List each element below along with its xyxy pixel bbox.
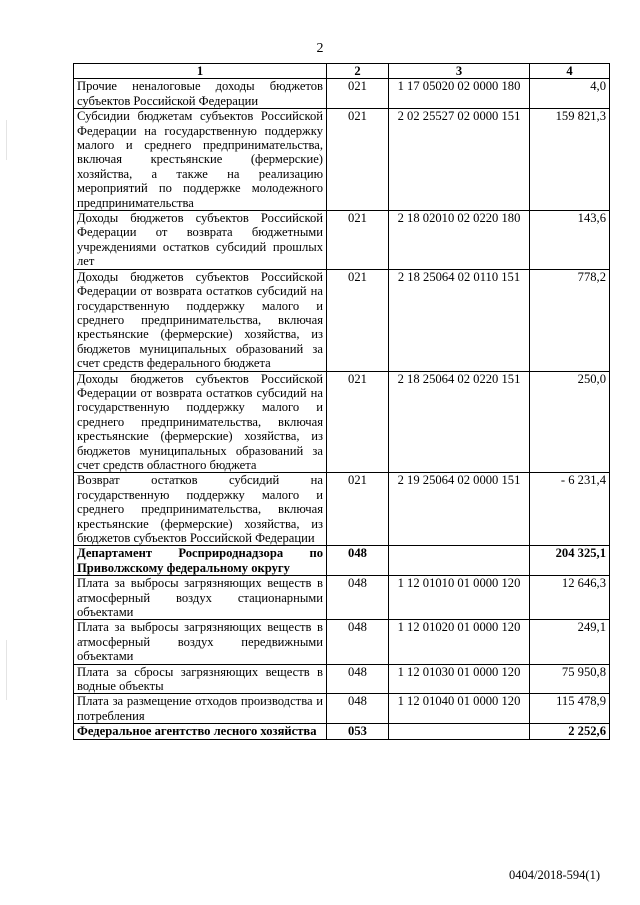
row-admin-code: 021 [327,79,389,109]
row-description: Плата за размещение отходов производства и потребления [74,694,327,724]
row-amount: 250,0 [530,371,610,473]
row-budget-code: 2 18 25064 02 0220 151 [389,371,530,473]
row-amount: 159 821,3 [530,109,610,211]
table-row-section [74,724,610,739]
row-amount: 4,0 [530,79,610,109]
row-admin-code: 021 [327,371,389,473]
table-row [74,211,610,270]
row-description: Доходы бюджетов субъектов Российской Федерации от возврата остатков субсидий на государственную поддержку малого и среднего предпринимательства, включая крестьянские (фермерские) хозяйства, из бюджетов муниципальных образований за счет средств федерального бюджета [74,269,327,371]
row-budget-code: 2 19 25064 02 0000 151 [389,473,530,546]
row-description: Доходы бюджетов субъектов Российской Федерации от возврата бюджетными учреждениями остатков субсидий прошлых лет [74,211,327,270]
row-budget-code: 2 18 02010 02 0220 180 [389,211,530,270]
header-col-4: 4 [530,64,610,79]
table-row [74,269,610,371]
row-admin-code: 048 [327,664,389,694]
row-budget-code [389,724,530,739]
row-admin-code: 053 [327,724,389,739]
header-col-3: 3 [389,64,530,79]
scan-margin-mark [6,120,7,160]
row-amount: 143,6 [530,211,610,270]
table-row [74,473,610,546]
row-description: Плата за выбросы загрязняющих веществ в атмосферный воздух стационарными объектами [74,576,327,620]
row-admin-code: 021 [327,109,389,211]
page-number: 2 [316,41,324,56]
row-admin-code: 021 [327,473,389,546]
row-admin-code: 021 [327,269,389,371]
table-row [74,79,610,109]
row-description: Федеральное агентство лесного хозяйства [74,724,327,739]
row-admin-code: 048 [327,546,389,576]
scan-margin-mark [6,640,7,700]
row-description: Прочие неналоговые доходы бюджетов субъектов Российской Федерации [74,79,327,109]
row-amount: 115 478,9 [530,694,610,724]
row-budget-code: 2 18 25064 02 0110 151 [389,269,530,371]
row-budget-code: 1 12 01010 01 0000 120 [389,576,530,620]
row-amount: 249,1 [530,620,610,664]
row-amount: 12 646,3 [530,576,610,620]
document-number: 0404/2018-594(1) [509,868,600,882]
row-admin-code: 021 [327,211,389,270]
row-description: Возврат остатков субсидий на государственную поддержку малого и среднего предпринимательства, включая крестьянские (фермерские) хозяйства, из бюджетов субъектов Российской Федерации [74,473,327,546]
row-description: Плата за выбросы загрязняющих веществ в атмосферный воздух передвижными объектами [74,620,327,664]
row-admin-code: 048 [327,576,389,620]
row-budget-code: 1 12 01020 01 0000 120 [389,620,530,664]
row-description: Департамент Росприроднадзора по Приволжскому федеральному округу [74,546,327,576]
row-amount: 204 325,1 [530,546,610,576]
row-amount: - 6 231,4 [530,473,610,546]
row-admin-code: 048 [327,620,389,664]
row-amount: 75 950,8 [530,664,610,694]
row-budget-code: 1 17 05020 02 0000 180 [389,79,530,109]
budget-table [73,63,610,740]
header-row [74,64,610,79]
table-row [74,576,610,620]
row-budget-code: 1 12 01040 01 0000 120 [389,694,530,724]
row-budget-code [389,546,530,576]
table-row [74,371,610,473]
row-description: Субсидии бюджетам субъектов Российской Федерации на государственную поддержку малого и среднего предпринимательства, включая крестьянские (фермерские) хозяйства, а также на реализацию мероприятий по поддержке молодежного предпринимательства [74,109,327,211]
header-col-2: 2 [327,64,389,79]
table-row [74,664,610,694]
table-row [74,109,610,211]
row-description: Плата за сбросы загрязняющих веществ в водные объекты [74,664,327,694]
table-row-section [74,546,610,576]
row-budget-code: 2 02 25527 02 0000 151 [389,109,530,211]
table-row [74,620,610,664]
row-amount: 2 252,6 [530,724,610,739]
header-col-1: 1 [74,64,327,79]
row-budget-code: 1 12 01030 01 0000 120 [389,664,530,694]
row-admin-code: 048 [327,694,389,724]
table-row [74,694,610,724]
row-description: Доходы бюджетов субъектов Российской Федерации от возврата остатков субсидий на государственную поддержку малого и среднего предпринимательства, включая крестьянские (фермерские) хозяйства, из бюджетов муниципальных образований за счет средств областного бюджета [74,371,327,473]
row-amount: 778,2 [530,269,610,371]
